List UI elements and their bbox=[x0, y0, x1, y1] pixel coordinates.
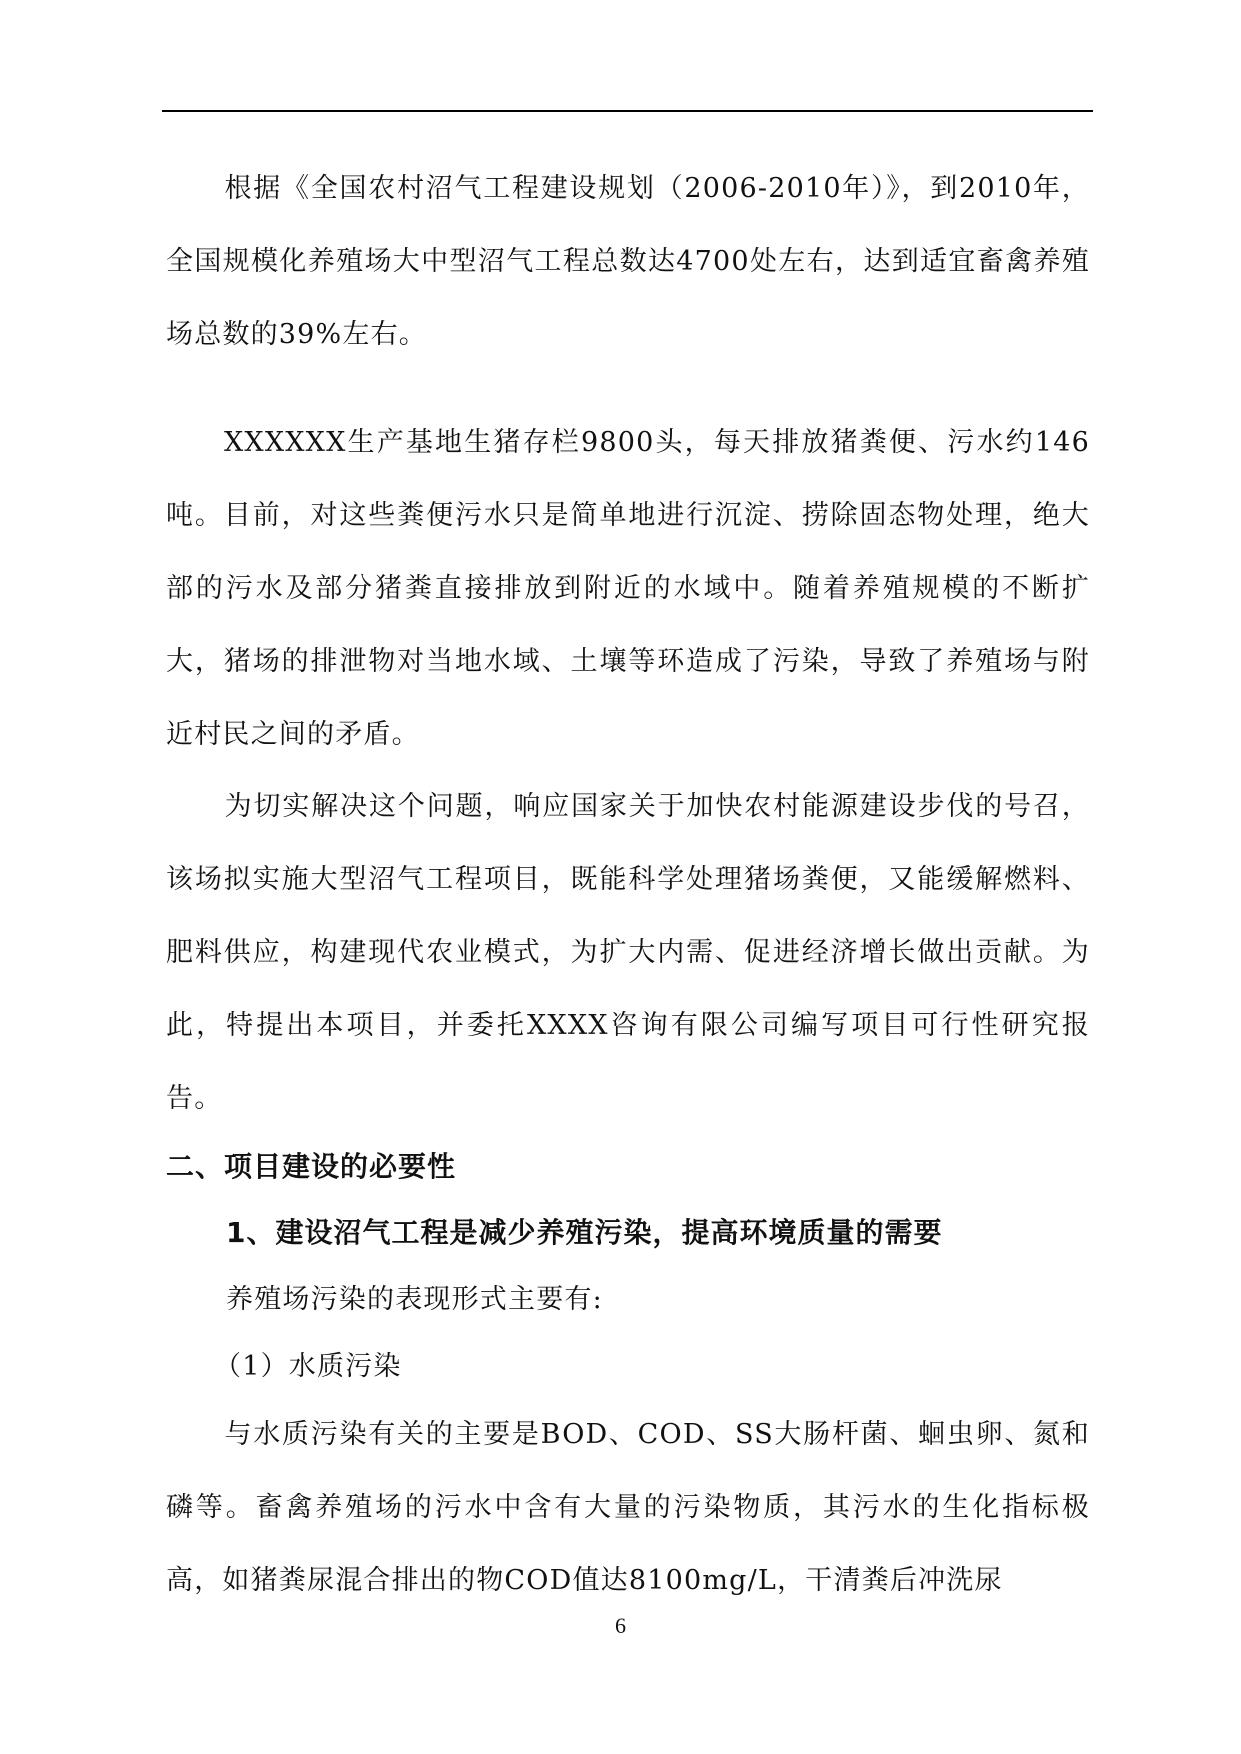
page-number: 6 bbox=[615, 1613, 626, 1638]
subsection-heading: 1、建设沼气工程是减少养殖污染，提高环境质量的需要 bbox=[226, 1216, 943, 1249]
item-label: （1）水质污染 bbox=[214, 1351, 402, 1382]
paragraph-biogas-plan bbox=[166, 152, 1090, 371]
intro-line: 养殖场污染的表现形式主要有: bbox=[226, 1284, 603, 1315]
section-heading: 二、项目建设的必要性 bbox=[166, 1150, 457, 1183]
paragraph-biogas-plan-text: 根据《全国农村沼气工程建设规划（2006-2010年）》，到2010年，全国规模化养殖场大中型沼气工程总数达4700处左右，达到适宜畜禽养殖场总数的39%左右。 bbox=[166, 173, 1090, 350]
paragraph-pig-farm-text: XXXXXX生产基地生猪存栏9800头，每天排放猪粪便、污水约146吨。目前，对这些粪便污水只是简单地进行沉淀、捞除固态物处理，绝大部的污水及部分猪粪直接排放到附近的水域中。随着养殖规模的不断扩大，猪场的排泄物对当地水域、土壤等环造成了污染，导致了养殖场与附近村民之间的矛盾。 bbox=[166, 427, 1090, 750]
paragraph-water-pollution bbox=[166, 1398, 1090, 1617]
paragraph-pig-farm bbox=[166, 406, 1090, 771]
paragraph-project-purpose bbox=[166, 770, 1090, 1135]
paragraph-project-purpose-text: 为切实解决这个问题，响应国家关于加快农村能源建设步伐的号召，该场拟实施大型沼气工程项目，既能科学处理猪场粪便，又能缓解燃料、肥料供应，构建现代农业模式，为扩大内需、促进经济增长做出贡献。为此，特提出本项目，并委托XXXX咨询有限公司编写项目可行性研究报告。 bbox=[166, 791, 1090, 1114]
header-rule bbox=[162, 110, 1093, 112]
paragraph-water-pollution-text: 与水质污染有关的主要是BOD、COD、SS大肠杆菌、蛔虫卵、氮和磷等。畜禽养殖场的污水中含有大量的污染物质，其污水的生化指标极高，如猪粪尿混合排出的物COD值达8100mg/L，干清粪后冲洗尿 bbox=[166, 1419, 1090, 1596]
